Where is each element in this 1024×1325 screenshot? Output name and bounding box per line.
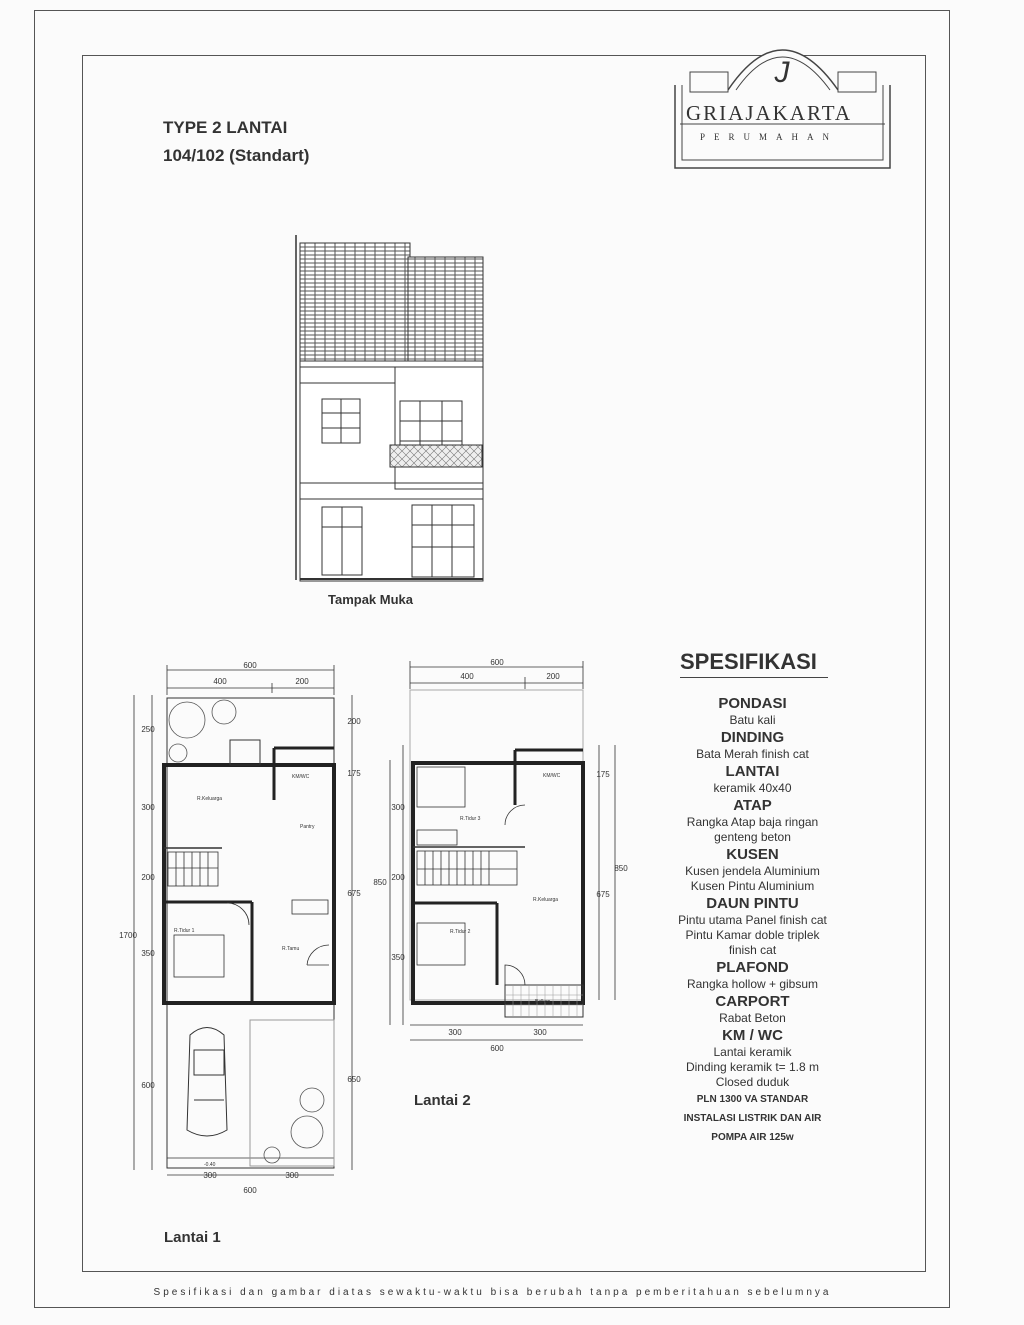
spec-head: PONDASI (718, 695, 787, 712)
f2-dim-top-a: 400 (460, 672, 474, 681)
spec-note: PLN 1300 VA STANDAR (696, 1094, 809, 1105)
floor-plan-2 (365, 655, 635, 1055)
f2-dim-top-total: 600 (490, 658, 504, 667)
f1-level: -0.40 (204, 1162, 216, 1168)
f2-dim-right-1: 175 (596, 770, 610, 779)
f1-dim-left-5: 600 (141, 1081, 155, 1090)
f2-room-balkon: Balkon (535, 999, 551, 1005)
spec-list (640, 694, 865, 1147)
spec-line: finish cat (728, 943, 777, 957)
f1-dim-bottom-b: 300 (285, 1171, 299, 1180)
f2-dim-bottom-total: 600 (490, 1044, 504, 1053)
spec-line: Kusen Pintu Aluminium (690, 879, 815, 893)
spec-line: Rangka Atap baja ringan (686, 815, 819, 829)
f2-room-tidur3: R.Tidur 3 (460, 816, 481, 822)
spec-note: POMPA AIR 125w (711, 1132, 794, 1143)
griajakarta-logo (660, 20, 905, 170)
f1-dim-left-3: 200 (141, 873, 155, 882)
spec-line: keramik 40x40 (713, 781, 792, 795)
spec-item-kmwc (640, 1026, 865, 1090)
spec-item-carport (640, 992, 865, 1026)
spec-head: ATAP (733, 797, 772, 814)
f1-dim-right-2: 175 (347, 769, 361, 778)
f1-dim-top-b: 200 (295, 677, 309, 686)
elevation-caption: Tampak Muka (328, 592, 414, 607)
spec-title: SPESIFIKASI (680, 649, 828, 678)
f2-dim-bottom-a: 300 (448, 1028, 462, 1037)
f2-room-keluarga: R.Keluarga (533, 897, 559, 903)
f1-dim-right-4: 650 (347, 1075, 361, 1084)
f1-dim-left-1: 250 (141, 725, 155, 734)
f1-dim-left-total: 1700 (119, 931, 137, 940)
spec-note: INSTALASI LISTRIK DAN AIR (683, 1113, 822, 1124)
front-elevation-drawing (290, 235, 490, 585)
spec-head: KM / WC (722, 1027, 783, 1044)
spec-head: DINDING (720, 729, 785, 746)
f1-dim-right-1: 200 (347, 717, 361, 726)
floor1-caption: Lantai 1 (164, 1229, 221, 1246)
spec-item-daun-pintu (640, 894, 865, 958)
floor-plan-1 (112, 660, 382, 1200)
f1-dim-top-a: 400 (213, 677, 227, 686)
spec-line: Batu kali (729, 713, 776, 727)
f2-dim-left-2: 200 (391, 873, 405, 882)
footer-disclaimer: Spesifikasi dan gambar diatas sewaktu-waktu bisa berubah tanpa pemberitahuan sebelumnya (153, 1287, 832, 1298)
spec-head: CARPORT (715, 993, 790, 1010)
f1-dim-right-3: 675 (347, 889, 361, 898)
type-title: TYPE 2 LANTAI (163, 118, 288, 137)
f2-room-tidur2: R.Tidur 2 (450, 929, 471, 935)
spec-item-pondasi (640, 694, 865, 728)
spec-item-plafond (640, 958, 865, 992)
f1-room-tidur: R.Tidur 1 (174, 928, 195, 934)
spec-item-dinding (640, 728, 865, 762)
f2-dim-left-1: 300 (391, 803, 405, 812)
spec-line: Lantai keramik (713, 1045, 792, 1059)
spec-line: Dinding keramik t= 1.8 m (685, 1060, 820, 1074)
f2-dim-bottom-b: 300 (533, 1028, 547, 1037)
f1-room-pantry: Pantry (300, 824, 315, 830)
f1-dim-left-4: 350 (141, 949, 155, 958)
spec-line: Pintu utama Panel finish cat (678, 913, 827, 927)
f1-dim-bottom-total: 600 (243, 1186, 257, 1195)
spec-line: Bata Merah finish cat (696, 747, 809, 761)
f1-room-kmwc: KM/WC (292, 774, 310, 780)
f2-dim-left-3: 350 (391, 953, 405, 962)
floor2-caption: Lantai 2 (414, 1092, 471, 1109)
f1-dim-bottom-a: 300 (203, 1171, 217, 1180)
f1-room-tamu: R.Tamu (282, 946, 300, 952)
f2-room-kmwc: KM/WC (543, 773, 561, 779)
spec-head: KUSEN (726, 846, 779, 863)
logo-monogram: J (774, 56, 790, 89)
spec-line: Rabat Beton (719, 1011, 786, 1025)
spec-item-lantai (640, 762, 865, 796)
logo-name: GRIAJAKARTA (686, 101, 853, 125)
f2-dim-top-b: 200 (546, 672, 560, 681)
f1-room-keluarga: R.Keluarga (197, 796, 223, 802)
f2-dim-left-total: 850 (373, 878, 387, 887)
spec-head: LANTAI (725, 763, 780, 780)
f1-dim-left-2: 300 (141, 803, 155, 812)
f2-dim-right-2: 675 (596, 890, 610, 899)
spec-item-atap (640, 796, 865, 845)
spec-line: Rangka hollow + gibsum (686, 977, 819, 991)
spec-head: PLAFOND (716, 959, 789, 976)
f2-dim-right-total: 850 (614, 864, 628, 873)
spec-head: DAUN PINTU (706, 895, 799, 912)
spec-line: Closed duduk (715, 1075, 790, 1089)
spec-line: Kusen jendela Aluminium (685, 864, 820, 878)
type-subtitle: 104/102 (Standart) (163, 146, 310, 165)
spec-line: genteng beton (714, 830, 791, 844)
f1-dim-top-total: 600 (243, 661, 257, 670)
logo-subtitle: PERUMAHAN (700, 132, 839, 142)
spec-line: Pintu Kamar doble triplek (685, 928, 820, 942)
spec-item-kusen (640, 845, 865, 894)
